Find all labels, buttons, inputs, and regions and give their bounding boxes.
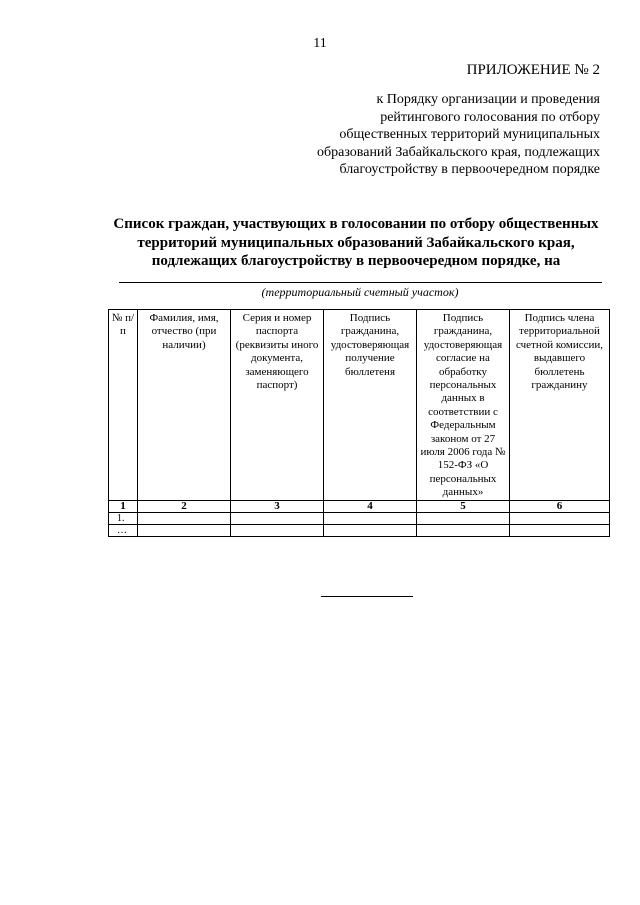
table-header-row	[109, 310, 610, 501]
appendix-title: ПРИЛОЖЕНИЕ № 2	[466, 62, 600, 78]
fill-in-line	[119, 282, 602, 283]
page-number: 11	[313, 36, 327, 51]
header-consent-signature: Подпись гражданина, удостоверяющая согласие на обработку персональных данных в соответствии с Федеральным законом от 27 июля 2006 года № 152-ФЗ «О персональных данных»	[417, 310, 510, 501]
column-number: 4	[324, 500, 417, 512]
heading-line: территорий муниципальных образований Забайкальского края,	[137, 234, 575, 251]
table-cell	[510, 524, 610, 536]
document-heading	[100, 215, 612, 271]
table-cell	[417, 524, 510, 536]
end-divider	[321, 596, 413, 597]
header-passport: Серия и номер паспорта (реквизиты иного документа, заменяющего паспорт)	[231, 310, 324, 501]
table-row	[109, 524, 610, 536]
table-cell	[417, 512, 510, 524]
appendix-description-line: общественных территорий муниципальных	[339, 127, 600, 142]
table-cell: …	[109, 524, 138, 536]
appendix-description-line: рейтингового голосования по отбору	[380, 109, 600, 125]
table-cell	[510, 512, 610, 524]
fill-in-caption: (территориальный счетный участок)	[261, 285, 459, 299]
column-number: 5	[417, 500, 510, 512]
header-number: № п/п	[109, 310, 138, 501]
table-cell	[324, 524, 417, 536]
heading-line: подлежащих благоустройству в первоочередном порядке, на	[151, 253, 561, 269]
appendix-description-line: благоустройству в первоочередном порядке	[339, 162, 600, 177]
appendix-description-line: образований Забайкальского края, подлежащих	[317, 144, 600, 160]
table-cell	[138, 512, 231, 524]
column-number: 3	[231, 500, 324, 512]
voters-table	[108, 309, 610, 537]
column-number-row	[109, 500, 610, 512]
appendix-description-line: к Порядку организации и проведения	[376, 92, 600, 107]
column-number: 6	[510, 500, 610, 512]
column-number: 2	[138, 500, 231, 512]
header-commission-signature: Подпись члена территориальной счетной комиссии, выдавшего бюллетень гражданину	[510, 310, 610, 501]
table-cell	[138, 524, 231, 536]
header-ballot-signature: Подпись гражданина, удостоверяющая получение бюллетеня	[324, 310, 417, 501]
table-cell	[231, 512, 324, 524]
column-number: 1	[109, 500, 138, 512]
table-cell	[231, 524, 324, 536]
header-full-name: Фамилия, имя, отчество (при наличии)	[138, 310, 231, 501]
table-cell	[324, 512, 417, 524]
table-cell: 1.	[109, 512, 138, 524]
table-row	[109, 512, 610, 524]
heading-line: Список граждан, участвующих в голосовании по отбору общественных	[113, 216, 599, 232]
appendix-description	[270, 91, 600, 179]
